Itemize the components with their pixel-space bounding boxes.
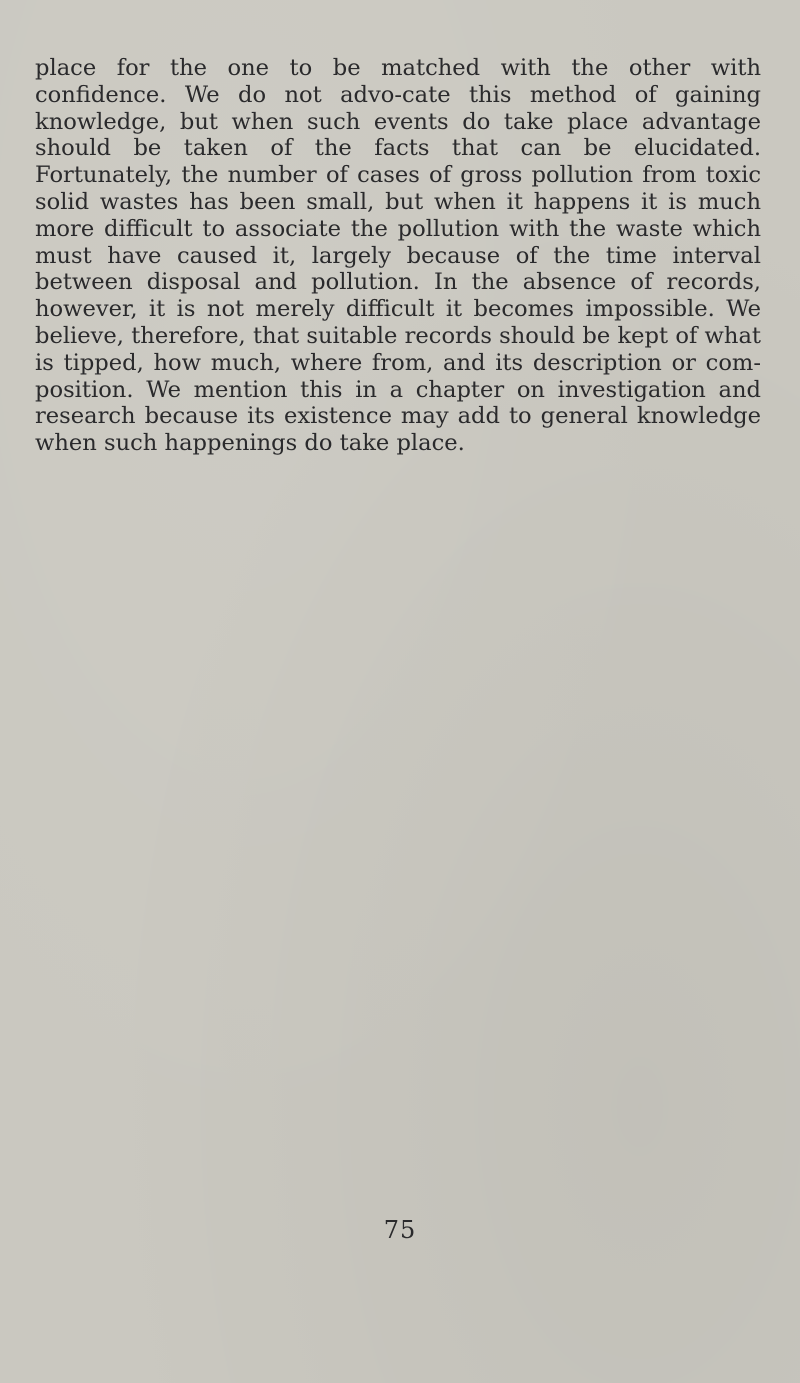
page-number: 75 [383,1216,417,1244]
body-paragraph: place for the one to be matched with the other with confidence. We do not advo-cate this method of gaining knowledge, but when such events do take place advantage should be taken of the facts that can be elucidated. Fortunately, the number of cases of gross pollution from toxic solid wastes has been small, but when it happens it is much more difficult to associate the pollution with the waste which must have caused it, largely because of the time interval between disposal and pollution. In the absence of records, however, it is not merely difficult it becomes impossible. We believe, therefore, that suitable records should be kept of what is tipped, how much, where from, and its description or com-position. We mention this in a chapter on investigation and research because its existence may add to general knowledge when such happenings do take place. [35,55,761,457]
